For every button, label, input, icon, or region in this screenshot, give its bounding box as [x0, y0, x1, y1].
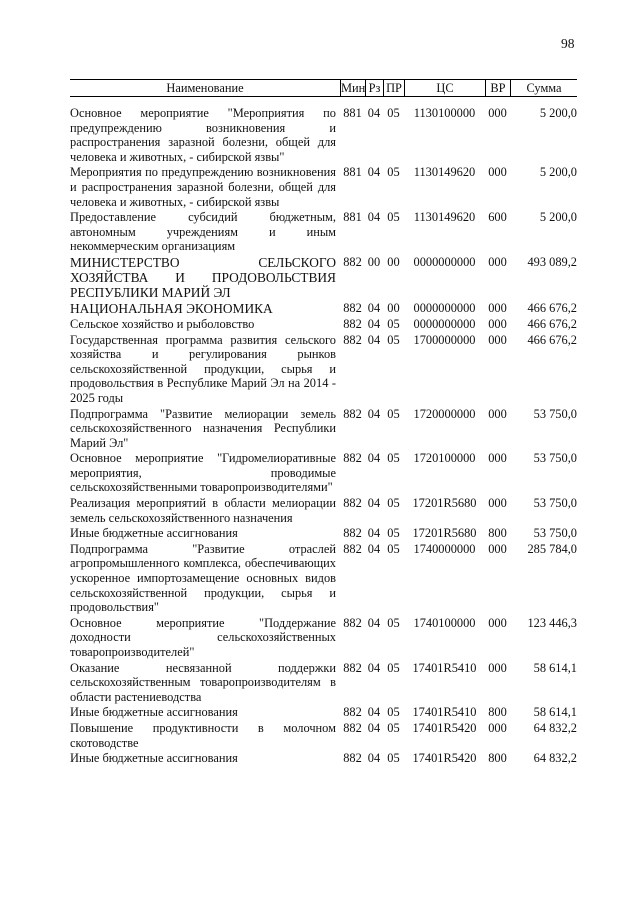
- cell-cs: 17201R5680: [412, 496, 477, 511]
- cell-sum: 64 832,2: [533, 720, 577, 735]
- cell-rz: 04: [367, 451, 381, 466]
- cell-min: 882: [343, 254, 362, 269]
- cell-name: Предоставление субсидий бюджетным, автономным учреждениям и иным некоммерческим организациям: [70, 210, 336, 254]
- cell-sum: 58 614,1: [533, 660, 577, 675]
- page-number: 98: [561, 36, 575, 51]
- cell-rz: 04: [367, 615, 381, 630]
- cell-vr: 000: [488, 106, 507, 120]
- cell-rz: 04: [367, 210, 381, 225]
- cell-min: 882: [343, 660, 362, 675]
- table-row: [70, 661, 577, 705]
- cell-min: 882: [343, 526, 362, 541]
- cell-vr: 000: [488, 300, 507, 315]
- header-pr: ПР: [383, 80, 404, 96]
- cell-name: Сельское хозяйство и рыболовство: [70, 316, 255, 331]
- cell-name: Иные бюджетные ассигнования: [70, 526, 238, 541]
- cell-min: 882: [343, 615, 362, 630]
- cell-cs: 17401R5410: [412, 705, 477, 720]
- cell-name: Оказание несвязанной поддержки сельскохозяйственным товаропроизводителям в области растениеводства: [70, 660, 336, 704]
- cell-min: 882: [343, 705, 362, 720]
- cell-sum: 123 446,3: [527, 615, 577, 630]
- cell-vr: 000: [488, 615, 507, 630]
- table-row: [70, 333, 577, 406]
- cell-vr: 600: [488, 210, 507, 225]
- cell-min: 882: [343, 332, 362, 347]
- cell-rz: 04: [367, 316, 381, 331]
- cell-vr: 000: [488, 496, 507, 511]
- table-body: [70, 97, 577, 766]
- cell-rz: 04: [367, 406, 381, 421]
- cell-cs: 1720100000: [413, 451, 476, 466]
- cell-vr: 000: [488, 720, 507, 735]
- cell-sum: 53 750,0: [533, 406, 577, 421]
- cell-vr: 800: [488, 705, 507, 720]
- cell-rz: 00: [367, 254, 381, 269]
- cell-sum: 5 200,0: [539, 106, 577, 120]
- table-row: [70, 165, 577, 209]
- table-header: [70, 79, 577, 97]
- cell-sum: 58 614,1: [533, 705, 577, 720]
- cell-name: Основное мероприятие "Мероприятия по предупреждению возникновения и распространения заразной болезни, общей для человека и животных, - сибирской язвы": [70, 106, 336, 164]
- table-row: [70, 106, 577, 164]
- cell-sum: 466 676,2: [527, 332, 577, 347]
- cell-sum: 5 200,0: [539, 165, 577, 180]
- cell-cs: 1130149620: [413, 210, 476, 225]
- cell-min: 882: [343, 451, 362, 466]
- cell-name: Реализация мероприятий в области мелиорации земель сельскохозяйственного назначения: [70, 496, 336, 525]
- cell-rz: 04: [367, 526, 381, 541]
- cell-cs: 17401R5420: [412, 720, 477, 735]
- cell-name: Мероприятия по предупреждению возникновения и распространения заразной болезни, общей для человека и животных, - сибирской язвы: [70, 165, 336, 209]
- header-sum: Сумма: [510, 80, 577, 96]
- header-cs: ЦС: [404, 80, 485, 96]
- cell-vr: 000: [488, 332, 507, 347]
- table-row: [70, 616, 577, 660]
- cell-min: 882: [343, 316, 362, 331]
- table-row: [70, 542, 577, 615]
- cell-name: Основное мероприятие "Поддержание доходности сельскохозяйственных товаропроизводителей": [70, 615, 336, 659]
- cell-sum: 64 832,2: [533, 751, 577, 766]
- table-row: [70, 751, 577, 766]
- header-name: Наименование: [166, 81, 244, 95]
- table-row: [70, 705, 577, 720]
- cell-cs: 0000000000: [413, 316, 476, 331]
- cell-pr: 05: [387, 210, 400, 225]
- cell-pr: 05: [387, 615, 400, 630]
- cell-rz: 04: [367, 720, 381, 735]
- cell-name: Государственная программа развития сельского хозяйства и регулирования рынков сельскохозяйственной продукции, сырья и продовольствия в Республике Марий Эл на 2014 - 2025 годы: [70, 332, 336, 405]
- cell-min: 882: [343, 496, 362, 511]
- cell-min: 882: [343, 406, 362, 421]
- cell-rz: 04: [367, 106, 381, 120]
- cell-pr: 05: [387, 751, 400, 766]
- cell-name: МИНИСТЕРСТВО СЕЛЬСКОГО ХОЗЯЙСТВА И ПРОДОВОЛЬСТВИЯ РЕСПУБЛИКИ МАРИЙ ЭЛ: [70, 254, 336, 300]
- header-rz: Рз: [365, 80, 383, 96]
- cell-name: Повышение продуктивности в молочном скотоводстве: [70, 720, 336, 750]
- budget-table: [70, 79, 577, 767]
- cell-cs: 1740000000: [413, 541, 476, 556]
- cell-vr: 000: [488, 541, 507, 556]
- cell-name: Подпрограмма "Развитие мелиорации земель сельскохозяйственного назначения Республики Марий Эл": [70, 406, 336, 450]
- cell-name: Иные бюджетные ассигнования: [70, 751, 238, 766]
- cell-pr: 05: [387, 406, 400, 421]
- cell-pr: 05: [387, 332, 400, 347]
- table-row: [70, 721, 577, 750]
- cell-rz: 04: [367, 705, 381, 720]
- cell-pr: 05: [387, 541, 400, 556]
- cell-pr: 05: [387, 165, 400, 180]
- cell-rz: 04: [367, 660, 381, 675]
- table-row: [70, 210, 577, 254]
- cell-cs: 17401R5420: [412, 751, 477, 766]
- cell-pr: 05: [387, 106, 400, 120]
- table-row: [70, 301, 577, 316]
- cell-pr: 05: [387, 660, 400, 675]
- cell-rz: 04: [367, 165, 381, 180]
- cell-name: Иные бюджетные ассигнования: [70, 705, 238, 720]
- cell-cs: 1130100000: [413, 106, 476, 120]
- header-vr: ВР: [485, 80, 510, 96]
- cell-pr: 00: [387, 300, 400, 315]
- cell-pr: 05: [387, 451, 400, 466]
- cell-vr: 800: [488, 751, 507, 766]
- cell-vr: 800: [488, 526, 507, 541]
- cell-cs: 1700000000: [413, 332, 476, 347]
- cell-vr: 000: [488, 254, 507, 269]
- table-row: [70, 407, 577, 451]
- cell-name: Подпрограмма "Развитие отраслей агропромышленного комплекса, обеспечивающих ускоренное импортозамещение основных видов сельскохозяйственной продукции, сырья и продовольствия": [70, 541, 336, 615]
- cell-min: 882: [343, 541, 362, 556]
- cell-rz: 04: [367, 332, 381, 347]
- cell-vr: 000: [488, 451, 507, 466]
- table-row: [70, 496, 577, 525]
- cell-cs: 17401R5410: [412, 660, 477, 675]
- cell-pr: 05: [387, 526, 400, 541]
- cell-cs: 1740100000: [413, 615, 476, 630]
- cell-sum: 53 750,0: [533, 496, 577, 511]
- header-min: Мин: [341, 81, 366, 95]
- cell-sum: 285 784,0: [527, 541, 577, 556]
- cell-cs: 0000000000: [413, 300, 476, 315]
- cell-vr: 000: [488, 316, 507, 331]
- cell-cs: 0000000000: [413, 254, 476, 269]
- table-row: [70, 451, 577, 495]
- cell-rz: 04: [367, 751, 381, 766]
- cell-rz: 04: [367, 300, 381, 315]
- cell-sum: 5 200,0: [539, 210, 577, 225]
- table-row: [70, 255, 577, 300]
- cell-min: 881: [343, 106, 362, 120]
- cell-name: НАЦИОНАЛЬНАЯ ЭКОНОМИКА: [70, 300, 273, 316]
- cell-pr: 05: [387, 496, 400, 511]
- cell-sum: 466 676,2: [527, 300, 577, 315]
- cell-sum: 53 750,0: [533, 526, 577, 541]
- cell-cs: 17201R5680: [412, 526, 477, 541]
- table-row: [70, 526, 577, 541]
- cell-pr: 05: [387, 316, 400, 331]
- table-row: [70, 317, 577, 332]
- cell-rz: 04: [367, 541, 381, 556]
- cell-pr: 05: [387, 720, 400, 735]
- cell-cs: 1130149620: [413, 165, 476, 180]
- cell-min: 881: [343, 165, 362, 180]
- cell-cs: 1720000000: [413, 406, 476, 421]
- cell-min: 882: [343, 300, 362, 315]
- cell-pr: 00: [387, 254, 400, 269]
- cell-sum: 493 089,2: [527, 254, 577, 269]
- cell-name: Основное мероприятие "Гидромелиоративные мероприятия, проводимые сельскохозяйственными товаропроизводителями": [70, 451, 336, 495]
- cell-min: 882: [343, 720, 362, 735]
- cell-rz: 04: [367, 496, 381, 511]
- cell-sum: 466 676,2: [527, 316, 577, 331]
- cell-vr: 000: [488, 660, 507, 675]
- cell-pr: 05: [387, 705, 400, 720]
- cell-vr: 000: [488, 406, 507, 421]
- cell-vr: 000: [488, 165, 507, 180]
- cell-min: 881: [343, 210, 362, 225]
- cell-sum: 53 750,0: [533, 451, 577, 466]
- cell-min: 882: [343, 751, 362, 766]
